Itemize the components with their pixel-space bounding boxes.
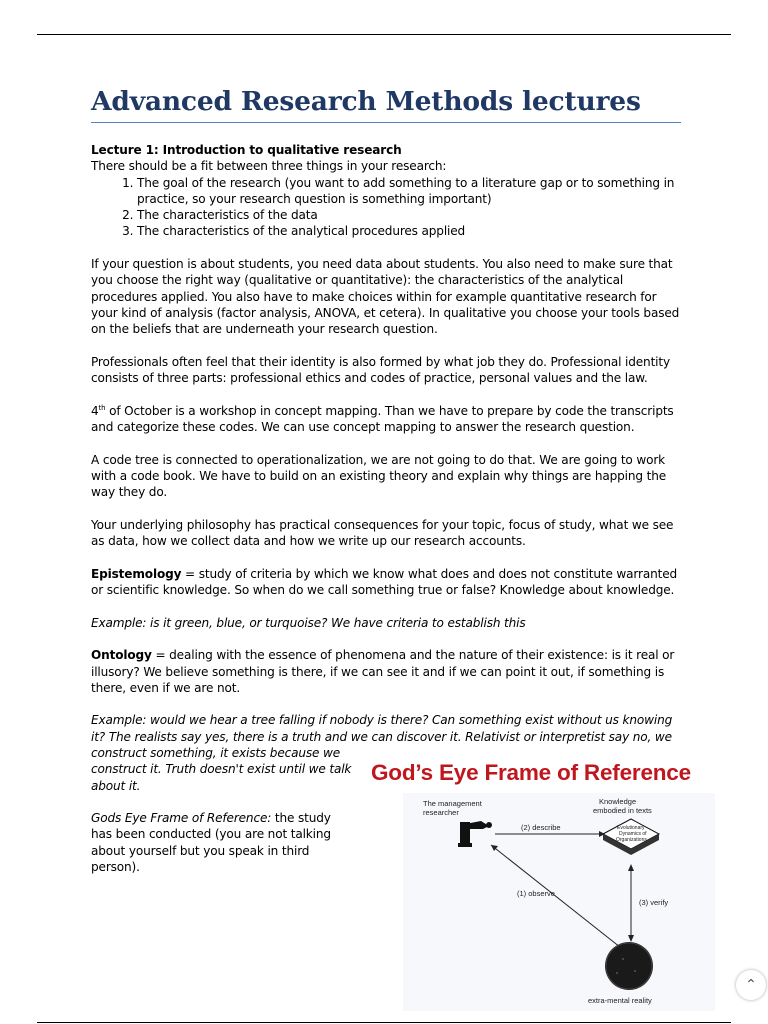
book-stack-icon [603, 819, 659, 855]
ontology-definition: = dealing with the essence of phenomena and the nature of their existence: is it real or illusory? We believe something is there, if we can see it and if we can point it out, if something is there, even if we are not. [91, 648, 675, 695]
term-ontology: Ontology [91, 648, 152, 663]
book-label-line1: Evolutionary [617, 825, 645, 831]
fit-list [91, 175, 681, 240]
paragraph-workshop [91, 403, 681, 436]
list-item: 3. The characteristics of the analytical procedures applied [137, 223, 681, 239]
paragraph-professionals: Professionals often feel that their identity is also formed by what job they do. Professional identity consists of three parts: professional ethics and codes of practice, personal values and the law. [91, 354, 670, 386]
observe-arrow [491, 845, 625, 951]
scroll-to-top-icon[interactable]: ⌃ [736, 970, 766, 1000]
workshop-text: of October is a workshop in concept mapping. Than we have to prepare by code the transcripts and categorize these codes. We can use concept mapping to answer the research question. [91, 403, 674, 435]
example-ontology-wrapped: construct something, it exists because we construct it. Truth doesn't exist until we talk about it. [91, 745, 352, 793]
reality-label: extra-mental reality [588, 996, 652, 1005]
paragraph-gods-eye [91, 810, 353, 875]
paragraph-ontology [91, 647, 681, 696]
bottom-rule [37, 1022, 731, 1023]
figure-diagram [403, 793, 715, 1011]
verify-label: (3) verify [639, 898, 669, 907]
epistemology-definition: = study of criteria by which we know what does and does not constitute warranted or scientific knowledge. So when do we call something true or false? Knowledge about knowledge. [91, 566, 678, 598]
researcher-label-line2: researcher [423, 808, 459, 817]
term-gods-eye: Gods Eye Frame of Reference: [91, 811, 272, 826]
page-title: Advanced Research Methods lectures [91, 86, 681, 123]
describe-label: (2) describe [521, 823, 561, 832]
book-label-line3: Organizations [616, 837, 647, 843]
paragraph-code-tree: A code tree is connected to operationalization, we are not going to do that. We are going to work with a code book. We have to build on an existing theory and explain why things are happing the way they do. [91, 452, 667, 500]
example-epistemology: Example: is it green, blue, or turquoise? We have criteria to establish this [91, 615, 526, 630]
book-label-line2: Dynamics of [619, 831, 647, 837]
ordinal-suffix: th [98, 403, 106, 412]
knowledge-label-line2: embodied in texts [593, 806, 652, 815]
list-item: 1. The goal of the research (you want to add something to a literature gap or to something in practice, so your research question is something important) [137, 175, 681, 208]
knowledge-label-line1: Knowledge [599, 797, 637, 806]
diagram-svg [403, 793, 715, 1011]
term-epistemology: Epistemology [91, 566, 182, 581]
paragraph-epistemology [91, 566, 681, 599]
researcher-label-line1: The management [423, 799, 482, 808]
lecture-heading: Lecture 1: Introduction to qualitative research [91, 143, 402, 157]
paragraph-students: If your question is about students, you need data about students. You also need to make sure that you choose the right way (qualitative or quantitative): the characteristics of the analytical procedures applied. You also have to make choices within for example quantitative research for your kind of analysis (factor analysis, ANOVA, et cetera). In qualitative you choose your tools based on the beliefs that are underneath your research question. [91, 257, 680, 337]
list-item: 2. The characteristics of the data [137, 207, 681, 223]
observe-label: (1) observe [517, 889, 555, 898]
example-ontology-full: Example: would we hear a tree falling if nobody is there? Can something exist without us knowing it? The realists say yes, there is a truth and we can discover it. Relativist or interpretist say no, we [91, 713, 673, 744]
workshop-day: 4 [91, 403, 99, 418]
gods-eye-text: the study has been conducted (you are not talking about yourself but you speak in third person). [91, 811, 331, 875]
figure-title: God’s Eye Frame of Reference [371, 760, 691, 785]
paragraph-philosophy: Your underlying philosophy has practical consequences for your topic, focus of study, what we see as data, how we collect data and how we write up our research accounts. [91, 517, 674, 549]
reality-sphere-icon [605, 942, 653, 990]
top-rule [37, 34, 731, 35]
researcher-icon [458, 821, 492, 847]
intro-line: There should be a fit between three things in your research: [91, 159, 447, 174]
gods-eye-figure [371, 760, 751, 1012]
